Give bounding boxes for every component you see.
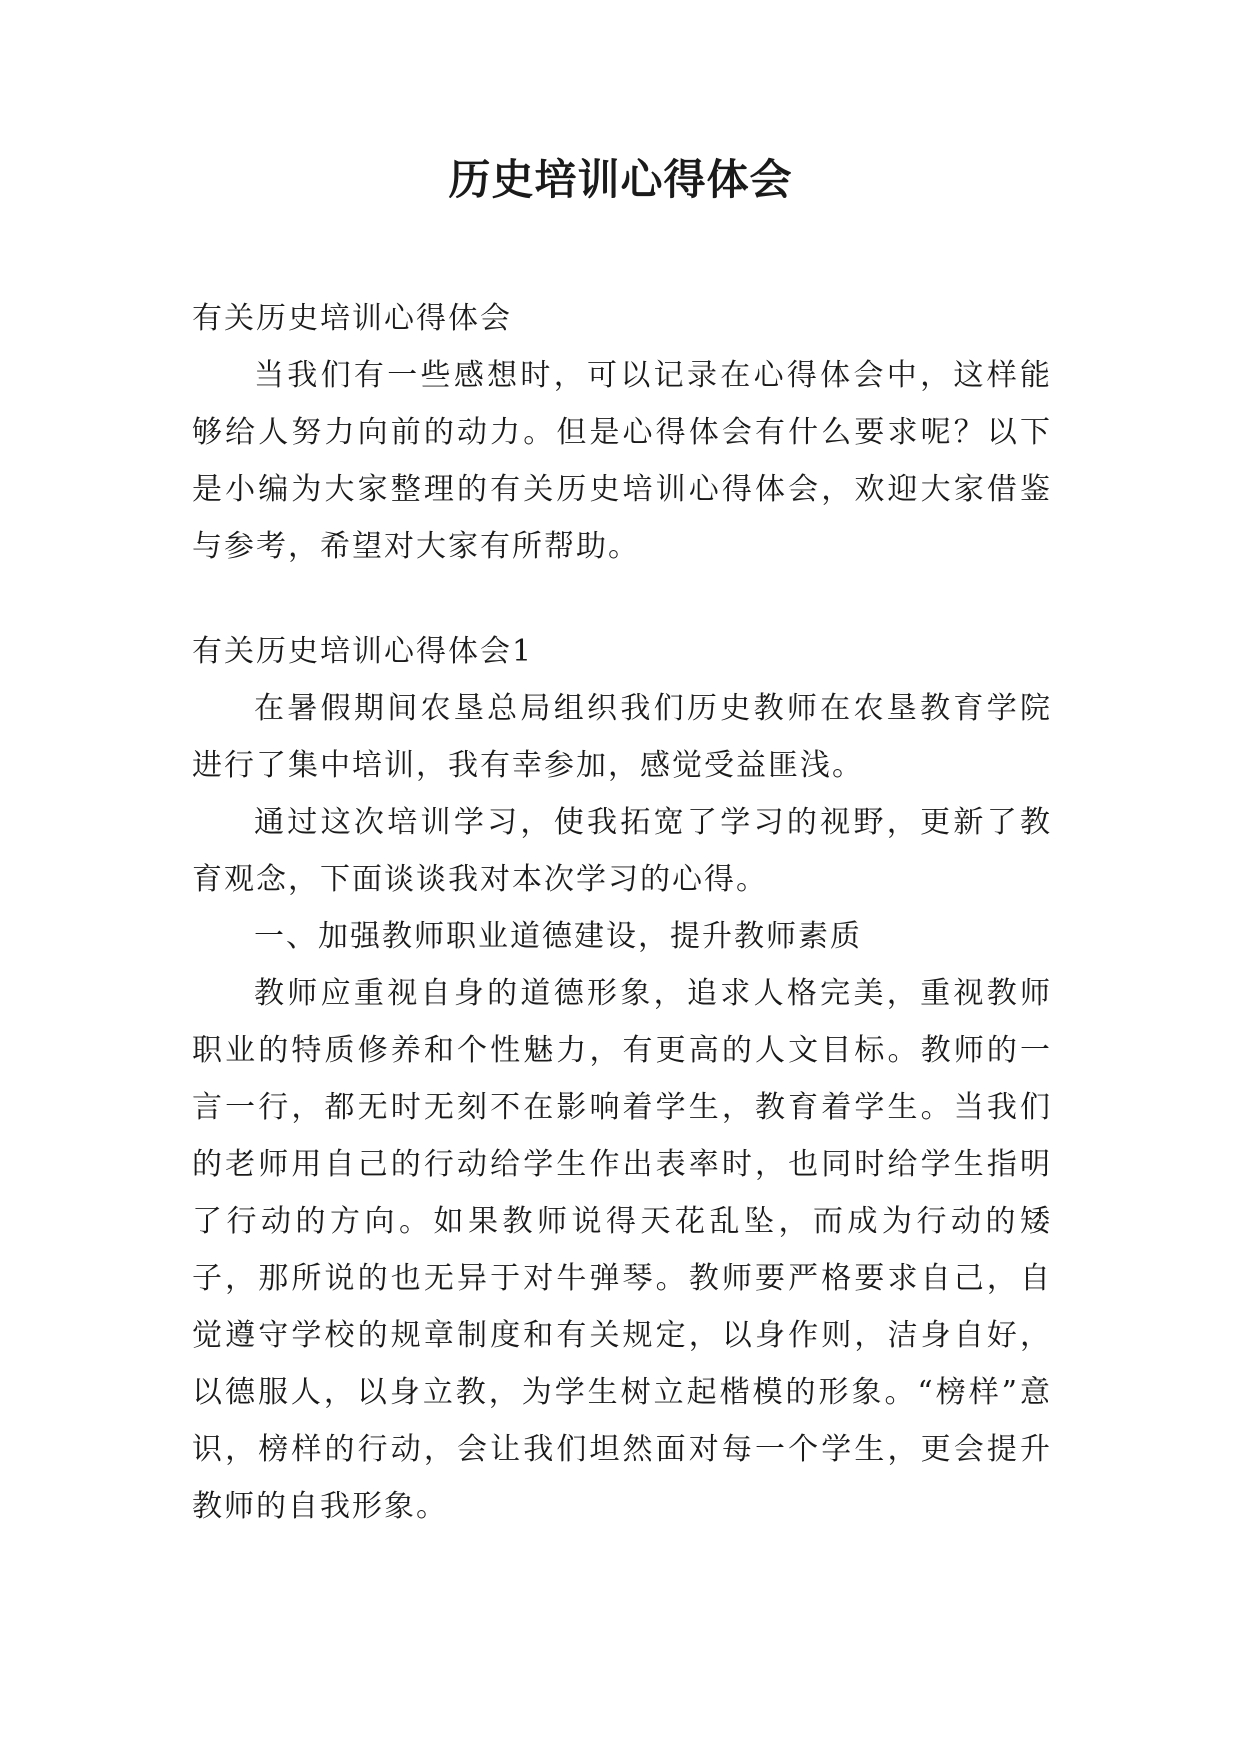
paragraph-3: 教师应重视自身的道德形象，追求人格完美，重视教师职业的特质修养和个性魅力，有更高的人文目标。教师的一言一行，都无时无刻不在影响着学生，教育着学生。当我们的老师用自己的行动给学生作出表率时，也同时给学生指明了行动的方向。如果教师说得天花乱坠，而成为行动的矮子，那所说的也无异于对牛弹琴。教师要严格要求自己，自觉遵守学校的规章制度和有关规定，以身作则，洁身自好，以德服人，以身立教，为学生树立起楷模的形象。“榜样”意识，榜样的行动，会让我们坦然面对每一个学生，更会提升教师的自我形象。 <box>192 976 1052 1524</box>
paragraph-2: 通过这次培训学习，使我拓宽了学习的视野，更新了教育观念，下面谈谈我对本次学习的心得。 <box>192 805 1052 897</box>
intro-heading: 有关历史培训心得体会 <box>192 301 512 336</box>
paragraph-1: 在暑假期间农垦总局组织我们历史教师在农垦教育学院进行了集中培训，我有幸参加，感觉受益匪浅。 <box>192 691 1052 783</box>
intro-paragraph: 当我们有一些感想时，可以记录在心得体会中，这样能够给人努力向前的动力。但是心得体会有什么要求呢？以下是小编为大家整理的有关历史培训心得体会，欢迎大家借鉴与参考，希望对大家有所帮助。 <box>192 358 1052 564</box>
section-heading: 有关历史培训心得体会1 <box>192 634 534 669</box>
subheading-1: 一、加强教师职业道德建设，提升教师素质 <box>254 919 862 954</box>
section-spacer <box>192 575 1052 623</box>
document-body <box>192 290 1052 1535</box>
document-title: 历史培训心得体会 <box>448 155 793 204</box>
